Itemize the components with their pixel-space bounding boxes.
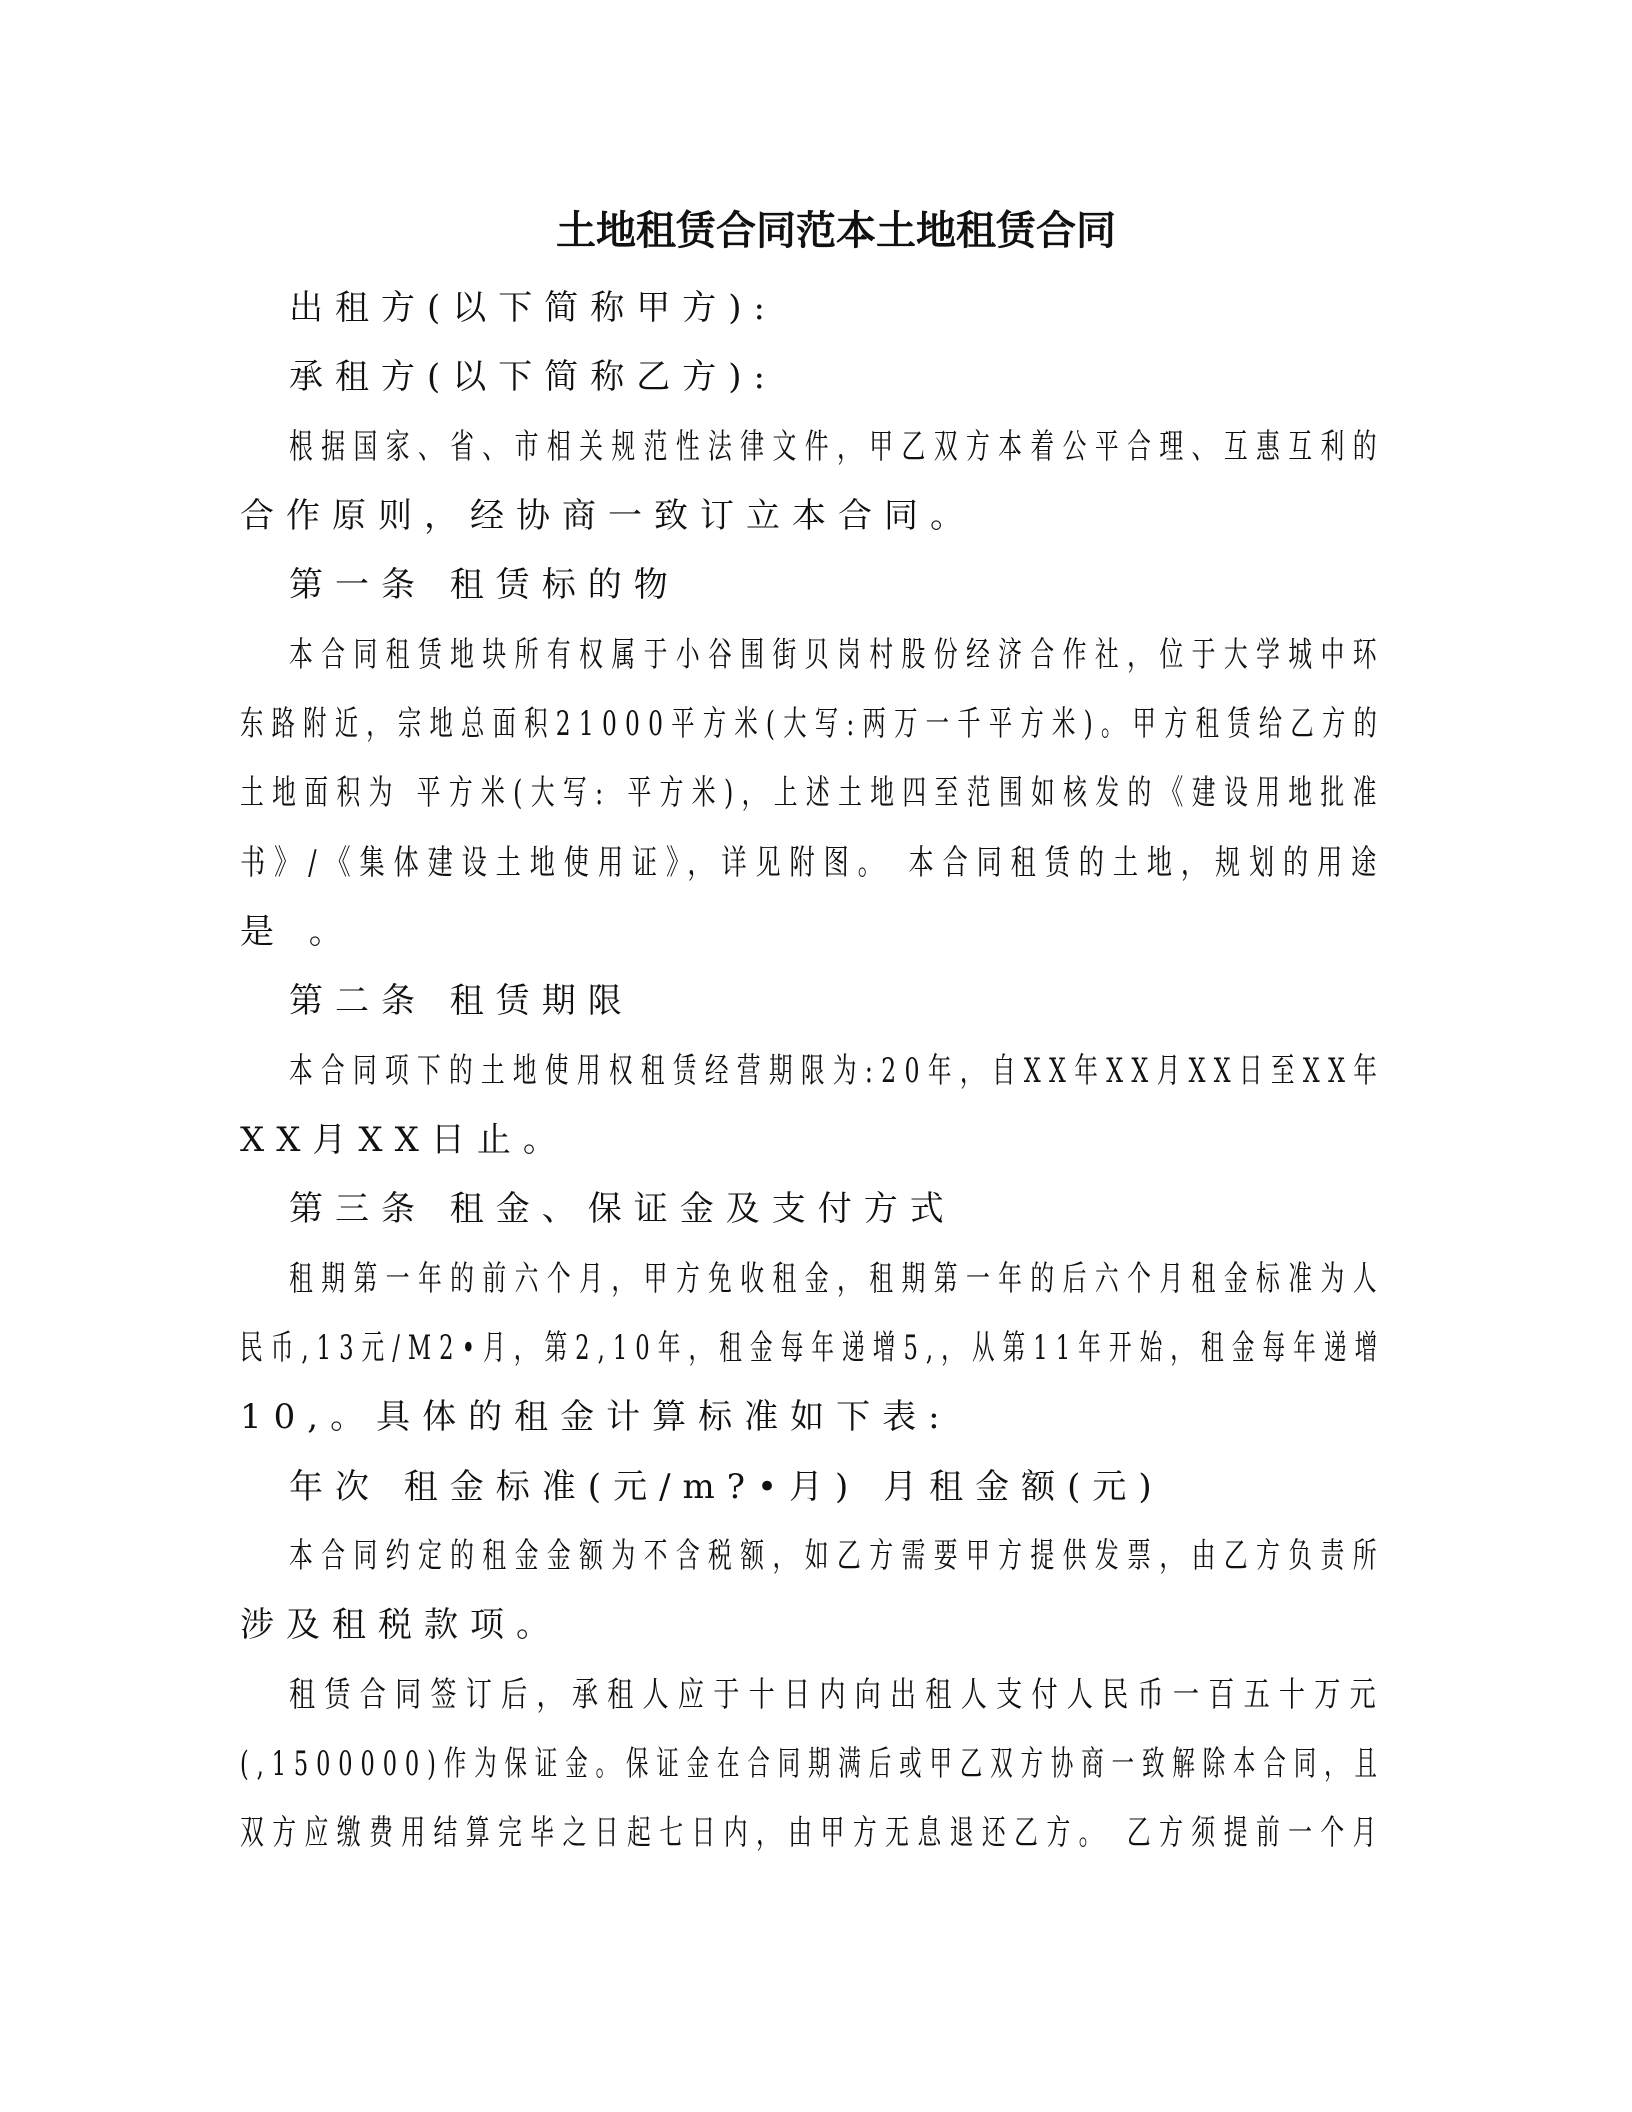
paragraph-line: 租期第一年的前六个月，甲方免收租金，租期第一年的后六个月租金标准为人 xyxy=(289,1258,1385,1299)
paragraph-line: 10,。具体的租金计算标准如下表: xyxy=(240,1397,952,1438)
paragraph-line: 第二条 租赁期限 xyxy=(289,981,634,1022)
paragraph-line: 本合同项下的土地使用权租赁经营期限为:20年，自XX年XX月XX日至XX年 xyxy=(289,1050,1386,1091)
paragraph-line: 租赁合同签订后，承租人应于十日内向出租人支付人民币一百五十万元 xyxy=(289,1674,1385,1715)
paragraph-line: 出租方(以下简称甲方): xyxy=(289,288,777,328)
paragraph-line: 合作原则，经协商一致订立本合同。 xyxy=(240,495,976,536)
paragraph-line: 第三条 租金、保证金及支付方式 xyxy=(289,1189,956,1230)
paragraph-line: 本合同约定的租金金额为不含税额，如乙方需要甲方提供发票，由乙方负责所 xyxy=(289,1535,1385,1576)
paragraph-line: 是 。 xyxy=(240,911,355,952)
paragraph-line: 本合同租赁地块所有权属于小谷围街贝岗村股份经济合作社，位于大学城中环 xyxy=(289,634,1385,675)
paragraph-line: 民币,13元/M2•月，第2,10年，租金每年递增5,，从第11年开始，租金每年递增 xyxy=(240,1327,1386,1368)
document-title: 土地租赁合同范本土地租赁合同 xyxy=(556,207,1116,254)
paragraph-line: 根据国家、省、市相关规范性法律文件，甲乙双方本着公平合理、互惠互利的 xyxy=(289,426,1385,467)
paragraph-line: 土地面积为 平方米(大写: 平方米)，上述土地四至范围如核发的《建设用地批准 xyxy=(240,773,1385,814)
paragraph-line: 双方应缴费用结算完毕之日起七日内，由甲方无息退还乙方。 乙方须提前一个月 xyxy=(240,1813,1385,1854)
paragraph-line: (,1500000)作为保证金。保证金在合同期满后或甲乙双方协商一致解除本合同，且 xyxy=(240,1743,1385,1784)
paragraph-line: 书》/《集体建设土地使用证》，详见附图。 本合同租赁的土地，规划的用途 xyxy=(240,842,1386,883)
paragraph-line: 第一条 租赁标的物 xyxy=(289,565,680,606)
paragraph-line: 东路附近，宗地总面积21000平方米(大写:两万一千平方米)。甲方租赁给乙方的 xyxy=(240,703,1386,744)
paragraph-line: 年次 租金标准(元/m?•月) 月租金额(元) xyxy=(289,1466,1164,1507)
paragraph-line: 承租方(以下简称乙方): xyxy=(289,357,777,398)
paragraph-line: 涉及租税款项。 xyxy=(240,1605,562,1646)
paragraph-line: XX月XX日止。 xyxy=(240,1119,569,1160)
